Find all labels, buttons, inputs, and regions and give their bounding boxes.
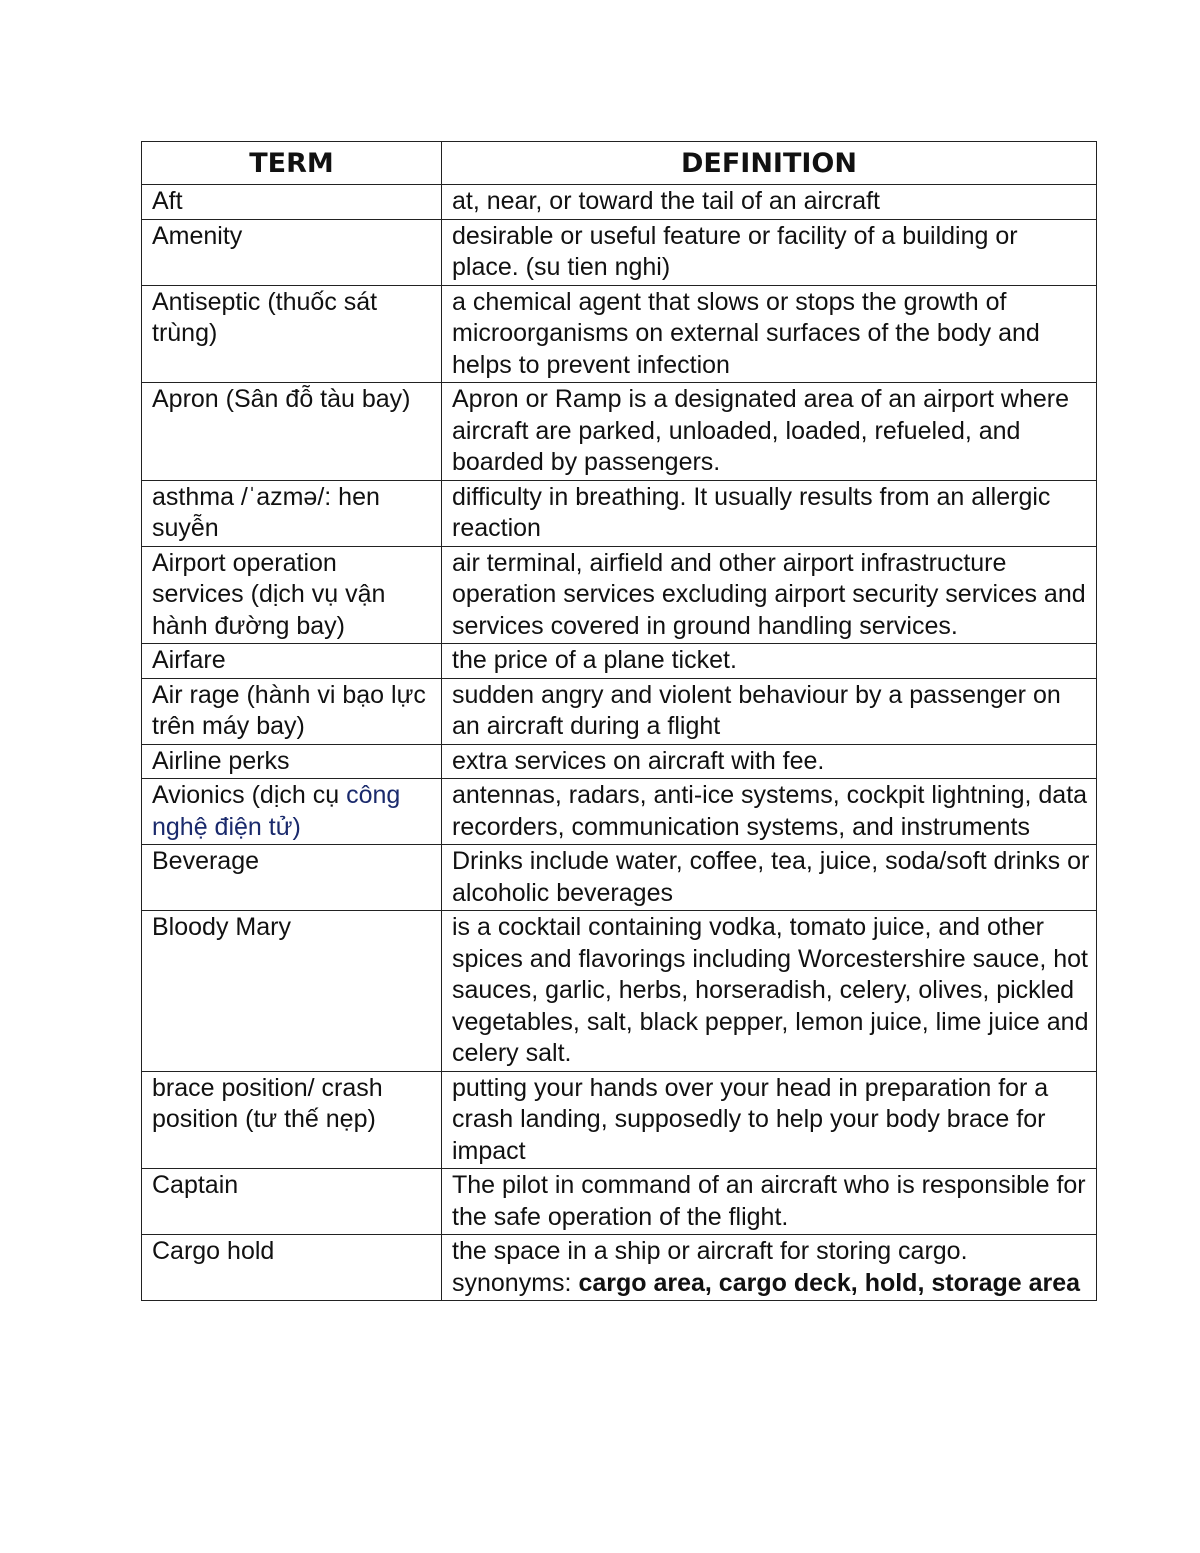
- term-cell: brace position/ crash position (tư thế nẹp): [142, 1071, 442, 1169]
- definition-cell: sudden angry and violent behaviour by a passenger on an aircraft during a flight: [442, 678, 1097, 744]
- term-cell: Apron (Sân đỗ tàu bay): [142, 383, 442, 481]
- term-cell: Cargo hold: [142, 1235, 442, 1301]
- table-row: [142, 546, 1097, 644]
- table-row: [142, 779, 1097, 845]
- definition-cell: putting your hands over your head in preparation for a crash landing, supposedly to help your body brace for impact: [442, 1071, 1097, 1169]
- table-row: [142, 744, 1097, 779]
- term-cell: Airline perks: [142, 744, 442, 779]
- term-cell: Airfare: [142, 644, 442, 679]
- table-row: [142, 480, 1097, 546]
- term-text-colored: công nghệ điện tử): [152, 781, 401, 841]
- glossary-table: [141, 141, 1097, 1301]
- definition-cell: The pilot in command of an aircraft who is responsible for the safe operation of the flight.: [442, 1169, 1097, 1235]
- term-cell: Captain: [142, 1169, 442, 1235]
- synonyms-label: synonyms:: [452, 1268, 579, 1297]
- term-cell: Airport operation services (dịch vụ vận hành đường bay): [142, 546, 442, 644]
- synonyms-list: cargo area, cargo deck, hold, storage area: [578, 1268, 1081, 1297]
- table-row: [142, 383, 1097, 481]
- term-column-header: TERM: [142, 142, 442, 185]
- table-row: [142, 219, 1097, 285]
- table-row: [142, 678, 1097, 744]
- definition-cell: air terminal, airfield and other airport infrastructure operation services excluding airport security services and services covered in ground handling services.: [442, 546, 1097, 644]
- term-cell: Beverage: [142, 845, 442, 911]
- table-row: [142, 285, 1097, 383]
- term-cell: Amenity: [142, 219, 442, 285]
- definition-cell: antennas, radars, anti-ice systems, cockpit lightning, data recorders, communication systems, and instruments: [442, 779, 1097, 845]
- term-cell: [142, 779, 442, 845]
- definition-column-header: DEFINITION: [442, 142, 1097, 185]
- term-text: Avionics (dịch cụ: [152, 781, 347, 809]
- definition-cell: [442, 1235, 1097, 1301]
- table-row: [142, 1169, 1097, 1235]
- table-header-row: [142, 142, 1097, 185]
- definition-cell: the price of a plane ticket.: [442, 644, 1097, 679]
- definition-text: the space in a ship or aircraft for storing cargo.: [452, 1237, 968, 1265]
- definition-cell: difficulty in breathing. It usually results from an allergic reaction: [442, 480, 1097, 546]
- definition-cell: extra services on aircraft with fee.: [442, 744, 1097, 779]
- term-cell: Antiseptic (thuốc sát trùng): [142, 285, 442, 383]
- table-row: [142, 185, 1097, 220]
- term-cell: Bloody Mary: [142, 911, 442, 1072]
- definition-cell: Apron or Ramp is a designated area of an airport where aircraft are parked, unloaded, loaded, refueled, and boarded by passengers.: [442, 383, 1097, 481]
- definition-cell: at, near, or toward the tail of an aircraft: [442, 185, 1097, 220]
- definition-cell: desirable or useful feature or facility of a building or place. (su tien nghi): [442, 219, 1097, 285]
- term-cell: Aft: [142, 185, 442, 220]
- table-row: [142, 911, 1097, 1072]
- table-row: [142, 845, 1097, 911]
- table-row: [142, 1235, 1097, 1301]
- table-row: [142, 1071, 1097, 1169]
- definition-cell: Drinks include water, coffee, tea, juice, soda/soft drinks or alcoholic beverages: [442, 845, 1097, 911]
- table-row: [142, 644, 1097, 679]
- term-cell: asthma /ˈazmə/: hen suyễn: [142, 480, 442, 546]
- term-cell: Air rage (hành vi bạo lực trên máy bay): [142, 678, 442, 744]
- definition-cell: is a cocktail containing vodka, tomato juice, and other spices and flavorings including Worcestershire sauce, hot sauces, garlic, herbs, horseradish, celery, olives, pickled vegetables, salt, black pepper, lemon juice, lime juice and celery salt.: [442, 911, 1097, 1072]
- definition-cell: a chemical agent that slows or stops the growth of microorganisms on external surfaces of the body and helps to prevent infection: [442, 285, 1097, 383]
